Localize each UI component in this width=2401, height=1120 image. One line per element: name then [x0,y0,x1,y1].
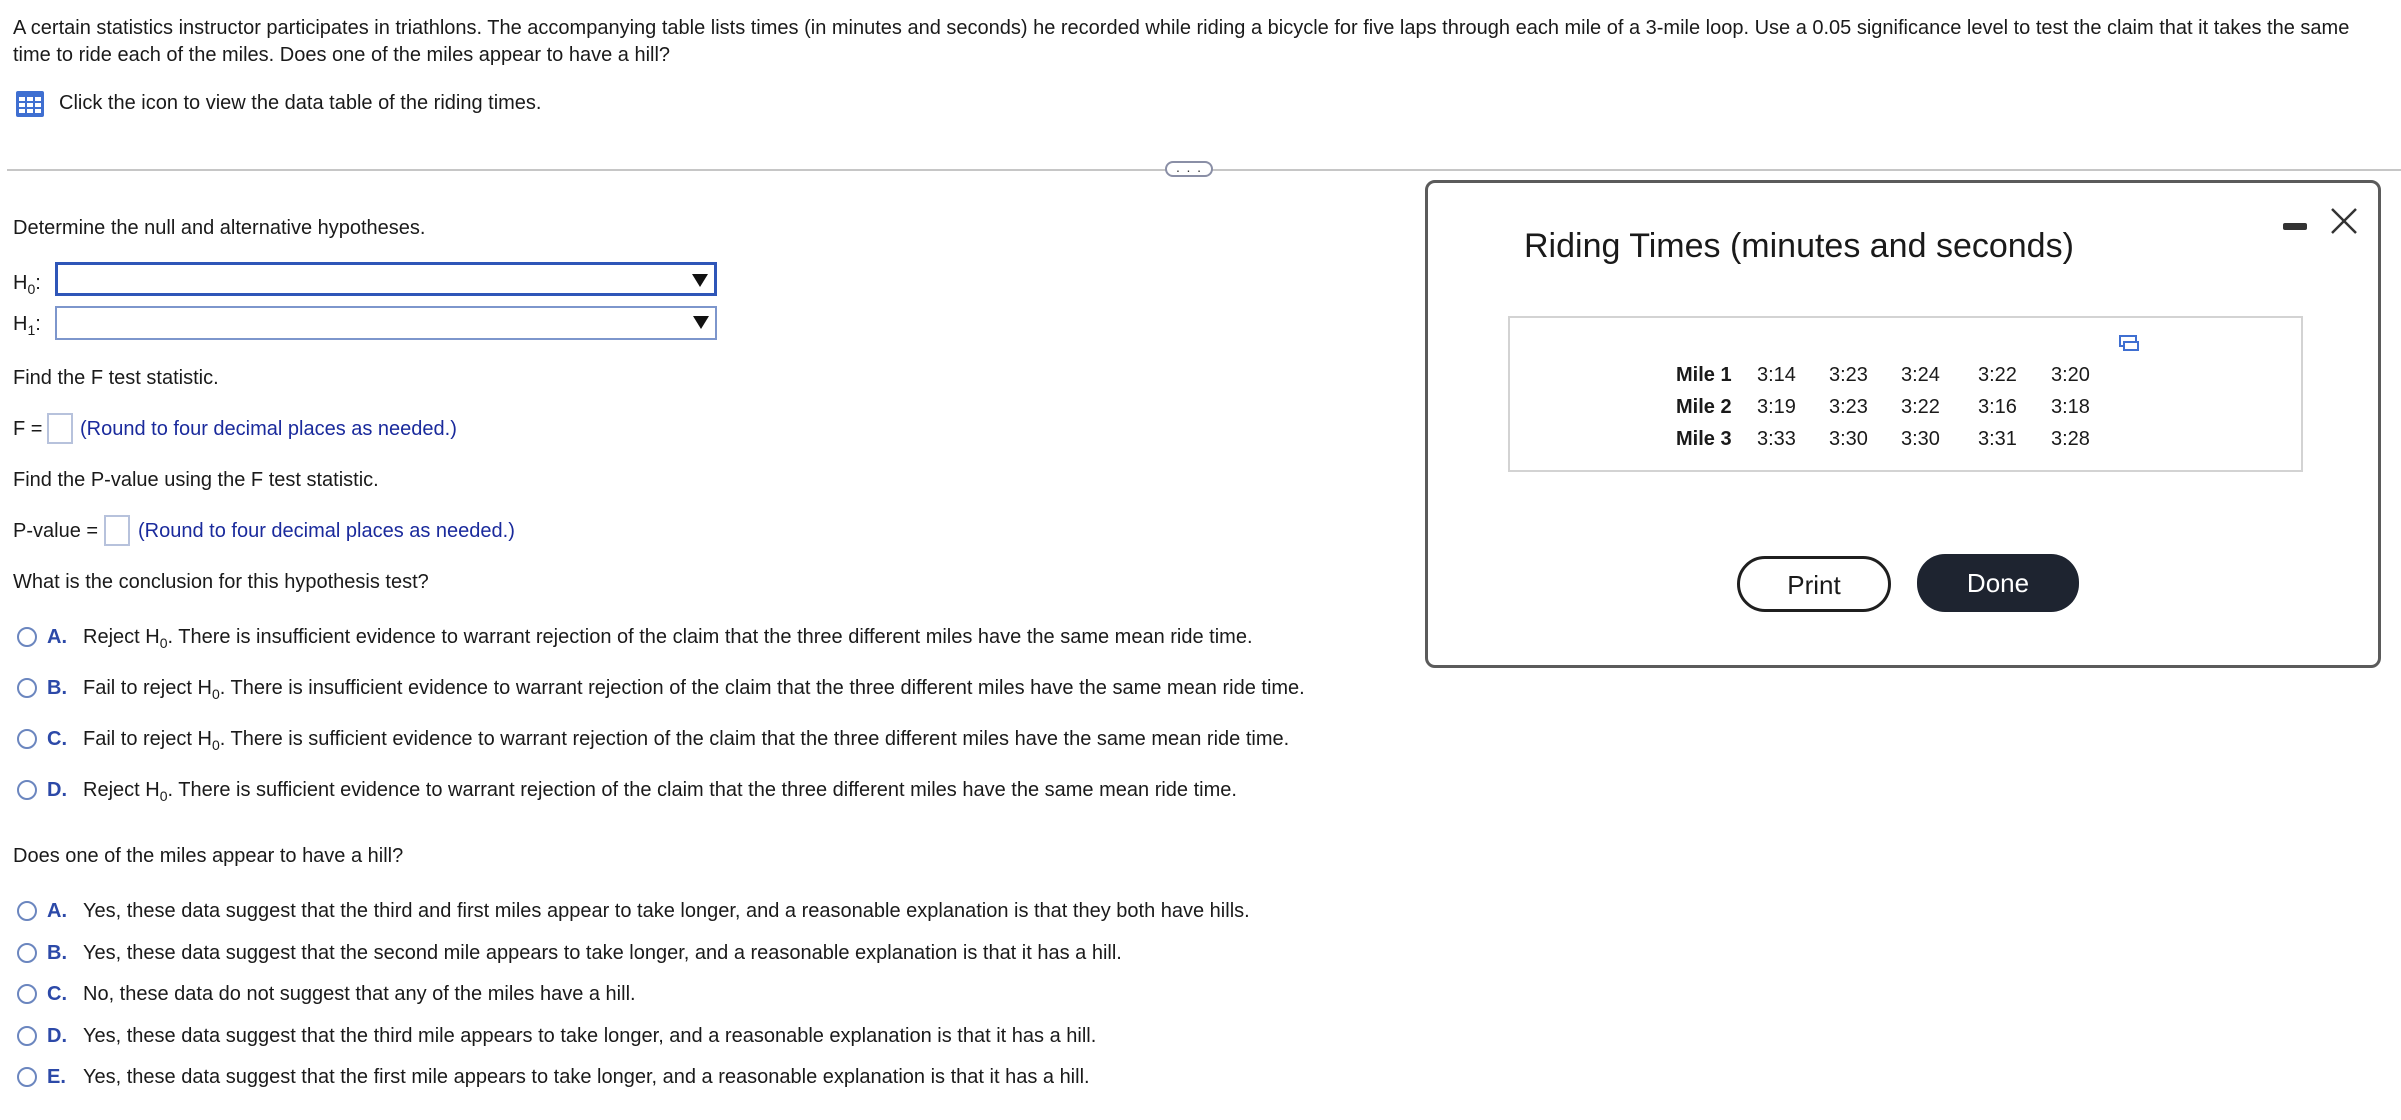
data-link-text: Click the icon to view the data table of the riding times. [59,92,542,114]
hill-option-e[interactable] [17,1064,1367,1094]
f-stat-hint: (Round to four decimal places as needed.) [80,418,457,440]
radio-button[interactable] [17,780,37,800]
option-letter: D. [47,1025,67,1047]
option-letter: C. [47,983,67,1005]
print-button[interactable]: Print [1737,556,1891,612]
table-cell: 3:22 [1901,396,1940,418]
done-button[interactable]: Done [1917,554,2079,612]
option-text: No, these data do not suggest that any of the miles have a hill. [83,983,636,1005]
option-text: Reject $H_0$. There is insufficient evidence to warrant rejection of the claim that the three different miles have the same mean ride time. [83,626,1253,651]
hill-option-d[interactable] [17,1023,1367,1053]
option-text: Yes, these data suggest that the second mile appears to take longer, and a reasonable explanation is that it has a hill. [83,942,1122,964]
option-text: Yes, these data suggest that the third mile appears to take longer, and a reasonable explanation is that it has a hill. [83,1025,1097,1047]
h1-label: $H_1$: [13,313,41,338]
p-value-label: P-value = [13,520,99,542]
radio-button[interactable] [17,901,37,921]
conclusion-option-d[interactable] [17,777,1367,807]
table-cell: 3:19 [1757,396,1796,418]
f-stat-label: F = [13,418,43,440]
radio-button[interactable] [17,984,37,1004]
radio-button[interactable] [17,1067,37,1087]
hill-prompt: Does one of the miles appear to have a hill? [13,845,404,867]
hill-option-b[interactable] [17,940,1367,970]
hypotheses-prompt: Determine the null and alternative hypotheses. [13,217,426,239]
row-label-mile-3: Mile 3 [1676,428,1732,450]
table-cell: 3:31 [1978,428,2017,450]
h0-dropdown[interactable] [55,262,717,296]
option-letter: D. [47,779,67,801]
option-letter: B. [47,942,67,964]
option-text: Yes, these data suggest that the first mile appears to take longer, and a reasonable explanation is that it has a hill. [83,1066,1090,1088]
radio-button[interactable] [17,678,37,698]
chevron-down-icon [691,312,711,334]
option-text: Fail to reject $H_0$. There is sufficient evidence to warrant rejection of the claim that the three different miles have the same mean ride time. [83,728,1290,753]
expand-icon[interactable] [2118,334,2140,352]
table-cell: 3:23 [1829,364,1868,386]
riding-times-table [1508,316,2303,472]
f-stat-prompt: Find the F test statistic. [13,367,219,389]
option-letter: A. [47,900,67,922]
table-cell: 3:24 [1901,364,1940,386]
radio-button[interactable] [17,1026,37,1046]
table-cell: 3:16 [1978,396,2017,418]
option-text: Yes, these data suggest that the third and first miles appear to take longer, and a reasonable explanation is that they both have hills. [83,900,1250,922]
p-value-prompt: Find the P-value using the F test statistic. [13,469,379,491]
option-text: Reject $H_0$. There is sufficient evidence to warrant rejection of the claim that the three different miles have the same mean ride time. [83,779,1237,804]
table-cell: 3:33 [1757,428,1796,450]
minimize-icon[interactable] [2283,223,2307,230]
more-ellipsis-button[interactable]: · · · [1165,161,1213,177]
p-value-input[interactable] [104,515,130,546]
radio-button[interactable] [17,729,37,749]
conclusion-option-a[interactable] [17,624,1367,654]
conclusion-option-b[interactable] [17,675,1367,705]
table-cell: 3:30 [1829,428,1868,450]
data-table-modal [1425,180,2381,668]
option-letter: B. [47,677,67,699]
table-cell: 3:28 [2051,428,2090,450]
p-value-hint: (Round to four decimal places as needed.) [138,520,515,542]
h1-dropdown[interactable] [55,306,717,340]
f-stat-input[interactable] [47,413,73,444]
radio-button[interactable] [17,943,37,963]
radio-button[interactable] [17,627,37,647]
option-text: Fail to reject $H_0$. There is insufficient evidence to warrant rejection of the claim that the three different miles have the same mean ride time. [83,677,1305,702]
modal-title: Riding Times (minutes and seconds) [1524,227,2074,265]
row-label-mile-2: Mile 2 [1676,396,1732,418]
option-letter: C. [47,728,67,750]
chevron-down-icon [690,269,710,291]
close-icon[interactable] [2328,205,2360,237]
option-letter: E. [47,1066,66,1088]
option-letter: A. [47,626,67,648]
table-cell: 3:20 [2051,364,2090,386]
table-cell: 3:30 [1901,428,1940,450]
hill-option-a[interactable] [17,898,1367,928]
table-icon[interactable] [15,90,45,118]
row-label-mile-1: Mile 1 [1676,364,1732,386]
conclusion-prompt: What is the conclusion for this hypothesis test? [13,571,429,593]
table-cell: 3:22 [1978,364,2017,386]
problem-statement: A certain statistics instructor participates in triathlons. The accompanying table lists times (in minutes and seconds) he recorded while riding a bicycle for five laps through each mile of a 3-mile loop. Use a 0.05 significance level to test the claim that it takes the same time to ride each of the miles. Does one of the miles appear to have a hill? [13,17,2350,66]
table-cell: 3:14 [1757,364,1796,386]
table-cell: 3:18 [2051,396,2090,418]
conclusion-option-c[interactable] [17,726,1367,756]
table-cell: 3:23 [1829,396,1868,418]
hill-option-c[interactable] [17,981,1367,1011]
h0-label: $H_0$: [13,272,41,297]
